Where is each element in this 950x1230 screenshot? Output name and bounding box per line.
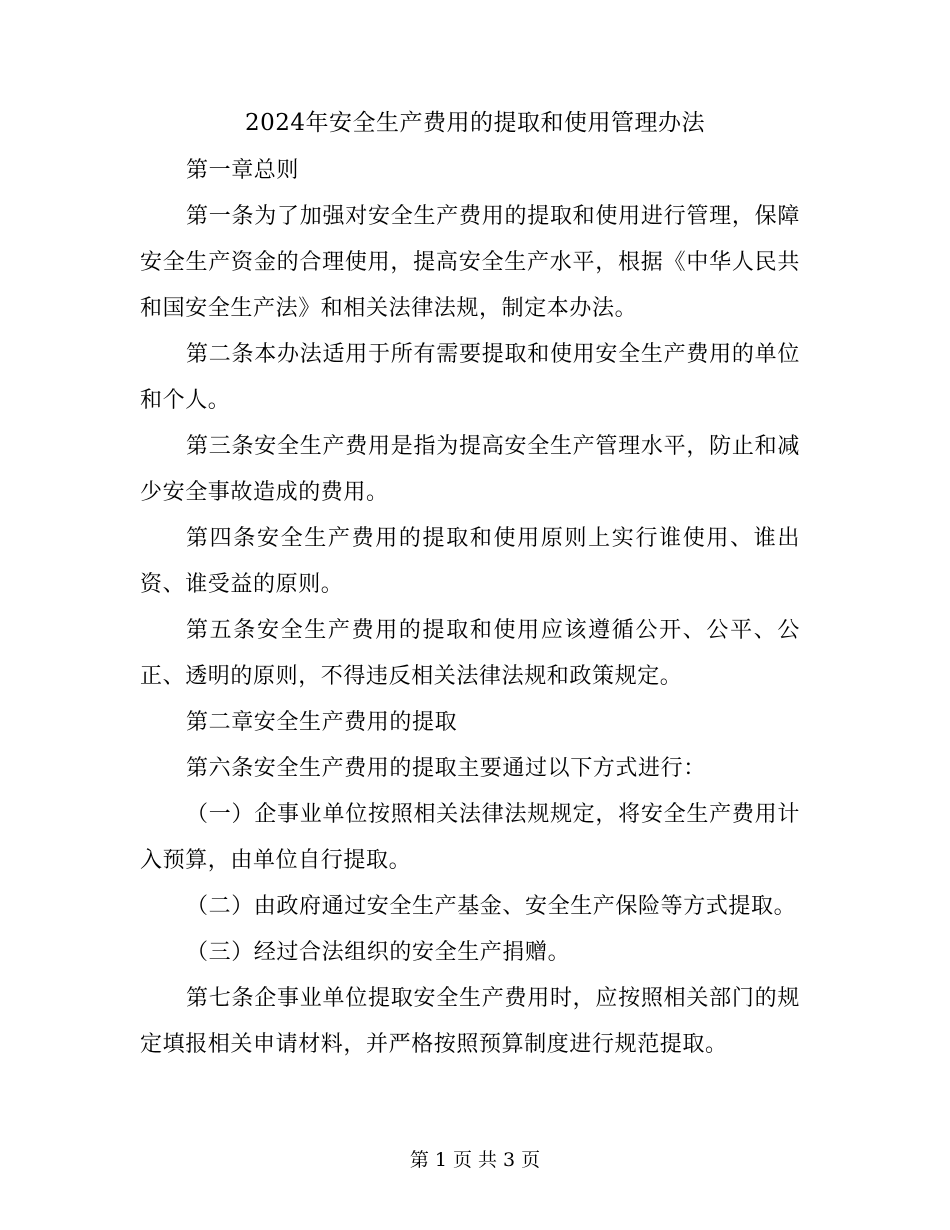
chapter-1-heading: 第一章总则 — [186, 158, 300, 183]
article-7: 第七条企事业单位提取安全生产费用时，应按照相关部门的规定填报相关申请材料，并严格按照预算制度进行规范提取。 — [140, 986, 800, 1057]
document-title: 2024年安全生产费用的提取和使用管理办法 — [244, 110, 706, 136]
article-6: 第六条安全生产费用的提取主要通过以下方式进行： — [186, 756, 706, 781]
article-6-item-3: （三）经过合法组织的安全生产捐赠。 — [186, 940, 571, 965]
article-4: 第四条安全生产费用的提取和使用原则上实行谁使用、谁出资、谁受益的原则。 — [140, 526, 800, 597]
article-1: 第一条为了加强对安全生产费用的提取和使用进行管理，保障安全生产资金的合理使用，提高安全生产水平，根据《中华人民共和国安全生产法》和相关法律法规，制定本办法。 — [140, 204, 800, 321]
article-3: 第三条安全生产费用是指为提高安全生产管理水平，防止和减少安全事故造成的费用。 — [140, 434, 800, 505]
article-6-item-2: （二）由政府通过安全生产基金、安全生产保险等方式提取。 — [186, 894, 797, 919]
document-body — [140, 148, 800, 1068]
article-2: 第二条本办法适用于所有需要提取和使用安全生产费用的单位和个人。 — [140, 342, 800, 413]
chapter-2-heading: 第二章安全生产费用的提取 — [186, 710, 458, 735]
article-6-item-1: （一）企事业单位按照相关法律法规规定，将安全生产费用计入预算，由单位自行提取。 — [140, 802, 800, 873]
page-footer: 第 1 页 共 3 页 — [409, 1149, 541, 1171]
article-5: 第五条安全生产费用的提取和使用应该遵循公开、公平、公正、透明的原则，不得违反相关法律法规和政策规定。 — [140, 618, 800, 689]
